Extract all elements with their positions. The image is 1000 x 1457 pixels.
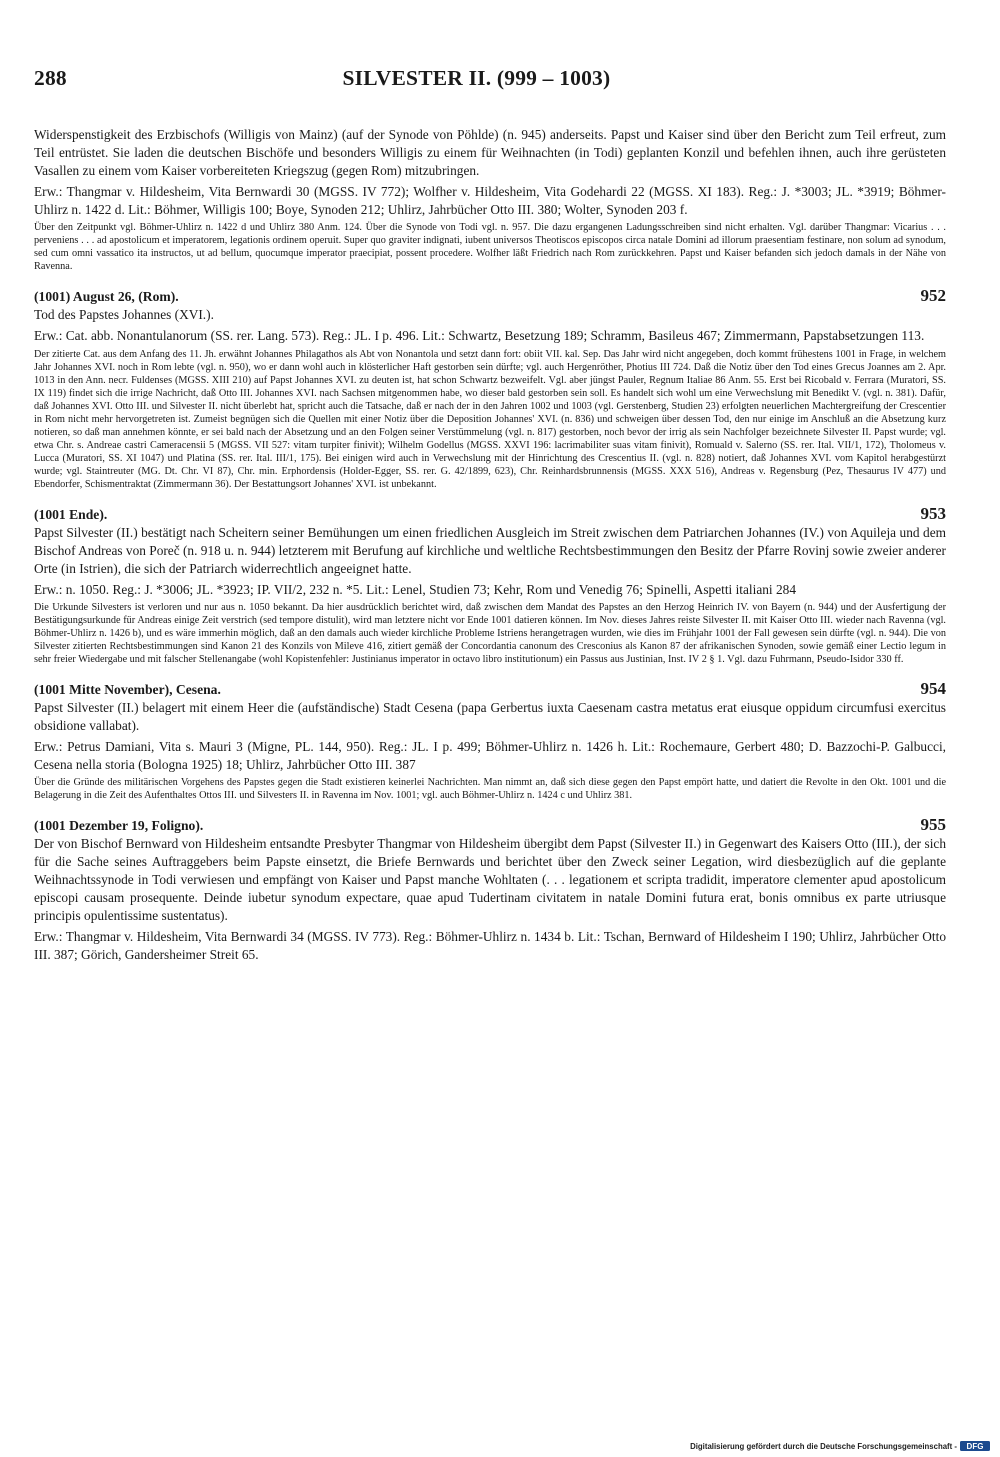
regest-entry-952 [34, 287, 946, 491]
svg-text:DFG: DFG [966, 1441, 984, 1451]
dfg-logo-graphic [960, 1441, 990, 1451]
entry-date-place: (1001 Ende). [34, 506, 108, 522]
intro-note: Über den Zeitpunkt vgl. Böhmer-Uhlirz n. 1422 d und Uhlirz 380 Anm. 124. Über die Synode von Todi vgl. n. 957. Die dazu ergangenen Ladungsschreiben sind nicht erhalten. Vgl. darüber Thangmar: Vicarius . . . perveniens . . . ad apostolicum et imperatorem, legationis ordinem operuit. Super quo graviter indignati, iubent universos Theotiscos episcopos circa natale Domini ad illorum praesentiam festinare, non solum ad synodum, sed cum omni vassatico ita instructos, ut ad bellum, quocumque imperator praecipiat, possent procedere. Wolfher läßt Friedrich nach Rom zurückkehren. Papst und Kaiser befanden sich jedoch damals in der Nähe von Ravenna. [34, 222, 946, 272]
entry-references: Erw.: Petrus Damiani, Vita s. Mauri 3 (Migne, PL. 144, 950). Reg.: JL. I p. 499; Böhmer-Uhlirz n. 1426 h. Lit.: Rochemaure, Gerbert 480; D. Bazzochi-P. Galbucci, Cesena nella storia (Bologna 1925) 18; Uhlirz, Jahrbücher Otto III. 387 [34, 739, 946, 772]
intro-references: Erw.: Thangmar v. Hildesheim, Vita Bernwardi 30 (MGSS. IV 772); Wolfher v. Hildesheim, Vita Godehardi 22 (MGSS. XI 183). Reg.: J. *3003; JL. *3919; Böhmer-Uhlirz n. 1422 d. Lit.: Böhmer, Willigis 100; Boye, Synoden 212; Uhlirz, Jahrbücher Otto III. 380; Wolter, Synoden 203 f. [34, 184, 946, 217]
dfg-logo-icon [960, 1441, 990, 1451]
entry-number: 954 [920, 679, 946, 698]
intro-continuation [34, 126, 946, 273]
entry-note: Der zitierte Cat. aus dem Anfang des 11. Jh. erwähnt Johannes Philagathos als Abt von Nonantola und setzt dann fort: obiit VII. kal. Sep. Das Jahr wird nicht angegeben, doch kommt frühestens 1001 in Frage, in welchem Jahr Johannes XVI. noch in Rom lebte (vgl. n. 950), wo er dann wohl auch in klösterlicher Haft gestorben sein dürfte; vgl. auch Hergenröther, Photius III 724. Daß die Notiz über den Tod eines Grecus Joannes am 2. Apr. 1013 in den Ann. necr. Fuldenses (MGSS. XIII 210) auf Papst Johannes XVI. zu deuten ist, hat schon Schwartz bezweifelt. Vgl. aber jüngst Pauler, Regnum Italiae 86 Anm. 55. Erst bei Ricobald v. Ferrara (Muratori, SS. IX 119) findet sich die irrige Nachricht, daß Otto III. Johannes XVI. nach Sachsen mitgenommen habe, wo dieser bald gestorben sein soll. Es handelt sich wohl um eine Verwechslung mit Benedikt V. (vgl. n. 381). Dafür, daß Johannes XVI. Otto III. und Silvester II. nicht überlebt hat, spricht auch die Tatsache, daß er nach der in den Jahren 1002 und 1003 (vgl. Gerstenberg, Studien 23) erfolgten neuerlichen Machtergreifung der Crescentier in Rom nicht mehr hervorgetreten ist. Zumeist begnügen sich die Quellen mit einer Notiz über die Deposition Johannes' XVI. (n. 836) und schweigen über dessen Tod, den nur einige im Anschluß an die Absetzung kurz notieren, so daß man annehmen könnte, er sei bald nach der Absetzung und an den Folgen seiner Verstümmelung (vgl. n. 817) gestorben, noch bevor der irrig als sein Nachfolger bezeichnete Silvester II. Papst wurde; vgl. etwa Chr. s. Andreae castri Cameracensii 5 (MGSS. VII 527: vitam turpiter finivit); Wilhelm Godellus (MGSS. XXVI 196: lacrimabiliter suas vitam finivit), Romuald v. Salerno (SS. rer. Ital. VII/1, 172), Tholomeus v. Lucca (Muratori, SS. XI 1047) und Platina (SS. rer. Ital. III/1, 175). Bei einigen wird auch in Verwechslung mit der Hinrichtung des Crescentius II. (vgl. n. 828) notiert, daß Johannes XVI. vom Kapitol herabgestürzt wurde; vgl. Staintreuter (MG. Dt. Chr. VI 87), Chr. min. Erphordensis (Holder-Egger, SS. rer. G. 42/1899, 623), Chr. Reinhardsbrunnensis (MGSS. XXX 516), Andreas v. Regensburg (Pez, Thesaurus IV 477) und Ebendorfer, Schismentraktat (Zimmermann 36). Der Bestattungsort Johannes' XVI. ist unbekannt. [34, 348, 946, 490]
entry-number: 953 [920, 503, 946, 523]
entry-number: 952 [920, 286, 946, 305]
entry-heading-row [34, 680, 946, 698]
intro-text: Widerspenstigkeit des Erzbischofs (Willigis von Mainz) (auf der Synode von Pöhlde) (n. 945) anderseits. Papst und Kaiser sind über den Bericht zum Teil erfreut, zum Teil entrüstet. Sie laden die deutschen Bischöfe und besonders Willigis zu einem für Weihnachten (in Todi) geplanten Konzil und befehlen ihnen, auch ihre gerüsteten Vasallen zu einem vom Kaiser vorbereiteten Kriegszug (gegen Rom) mitzubringen. [34, 127, 946, 178]
entry-date-place: (1001 Dezember 19, Foligno). [34, 818, 204, 833]
entry-heading-row [34, 287, 946, 305]
entry-heading-row [34, 816, 946, 834]
regest-entry-955 [34, 816, 946, 963]
regest-entry-954 [34, 680, 946, 802]
credit-text: Digitalisierung gefördert durch die Deutsche Forschungsgemeinschaft - [690, 1441, 957, 1451]
page-number: 288 [34, 66, 67, 90]
regest-entry-953 [34, 505, 946, 667]
digitization-credit [690, 1439, 990, 1453]
entry-date-place: (1001 Mitte November), Cesena. [34, 682, 221, 697]
running-head [34, 66, 946, 98]
entry-note: Über die Gründe des militärischen Vorgehens des Papstes gegen die Stadt existieren keinerlei Nachrichten. Man nimmt an, daß sich diese gegen den Papst empört hatte, und datiert die Revolte in den Okt. 1001 und die Belagerung in die Zeit des Aufenthaltes Ottos III. und Silvesters II. in Ravenna im Nov. 1001; vgl. auch Böhmer-Uhlirz n. 1424 c und Uhlirz 381. [34, 777, 946, 801]
entry-text: Papst Silvester (II.) belagert mit einem Heer die (aufständische) Stadt Cesena (papa Gerbertus iuxta Caesenam castra metatus erat eiusque oppidum circumfusi exercitus obsidione vallabat). [34, 700, 946, 733]
entry-text: Papst Silvester (II.) bestätigt nach Scheitern seiner Bemühungen um einen friedlichen Ausgleich im Streit zwischen dem Patriarchen Johannes (IV.) von Aquileja und dem Bischof Andreas von Poreč (n. 918 u. n. 944) letzterem mit Berufung auf kirchliche und weltliche Rechtsbestimmungen den Besitz der Pfarre Rovinj sowie zweier anderer Orte (in Istrien), die sich der Patriarch widerrechtlich angeeignet hatte. [34, 524, 946, 576]
entry-text: Der von Bischof Bernward von Hildesheim entsandte Presbyter Thangmar von Hildesheim übergibt dem Papst (Silvester II.) in Gegenwart des Kaisers Otto (III.), der sich für die Sache seines Auftraggebers beim Papste einsetzt, die Briefe Bernwards und berichtet über den Zweck seiner Legation, wird diesbezüglich auf die geplante Weihnachtssynode in Todi verwiesen und empfängt von Kaiser und Papst manche Wohltaten (. . . legationem et scripta tradidit, imperatore clementer apud apostolicum episcopi causam prosequente. Deinde iubetur synodum expectare, quae apud Tudertinam civitatem in natale Domini futura erat, bonis omnibus ex parte utriusque principis opulentissime sustentatus). [34, 836, 946, 923]
entry-references: Erw.: n. 1050. Reg.: J. *3006; JL. *3923; IP. VII/2, 232 n. *5. Lit.: Lenel, Studien 73; Kehr, Rom und Venedig 76; Spinelli, Aspetti italiani 284 [34, 581, 796, 597]
page-title: SILVESTER II. (999 – 1003) [342, 66, 611, 90]
entry-text: Tod des Papstes Johannes (XVI.). [34, 307, 214, 322]
entry-note: Die Urkunde Silvesters ist verloren und nur aus n. 1050 bekannt. Da hier ausdrücklich berichtet wird, daß zwischen dem Mandat des Papstes an den Herzog Heinrich IV. von Bayern (n. 944) und der Ausfertigung der Bestätigungsurkunde für Andreas einige Zeit verstrich (sed tempore distulit), wird man letztere nicht vor Ende 1001 datieren können. Im Nov. dieses Jahres reiste Silvester II. mit Kaiser Otto III. wieder nach Ravenna (vgl. Böhmer-Uhlirz n. 1426 b), und es wäre immerhin möglich, daß an den damals auch wieder kirchliche Probleme Istriens herangetragen wurden, wie dies im Frühjahr 1001 der Fall gewesen sein dürfte (vgl. n. 944). Die von Silvester zitierten Rechtsbestimmungen sind Kanon 21 des Konzils von Mileve 416, zitiert gemäß der Concordantia canonum des Cresconius als Kanon 87 der afrikanischen Synoden, sowie gemäß einer Lectio legum in sehr freier Wiedergabe und mit falscher Stellenangabe (wohl Kopistenfehler: Justinianus imperator in octavo libro institutionum) ein Passus aus Justinian, Inst. IV 2 § 1. Vgl. dazu Fuhrmann, Pseudo-Isidor 330 ff. [34, 602, 946, 665]
document-body [34, 126, 946, 963]
entry-number: 955 [920, 815, 946, 834]
entry-references: Erw.: Cat. abb. Nonantulanorum (SS. rer. Lang. 573). Reg.: JL. I p. 496. Lit.: Schwartz, Besetzung 189; Schramm, Basileus 467; Zimmermann, Papstabsetzungen 113. [34, 328, 925, 343]
entry-references: Erw.: Thangmar v. Hildesheim, Vita Bernwardi 34 (MGSS. IV 773). Reg.: Böhmer-Uhlirz n. 1434 b. Lit.: Tschan, Bernward of Hildesheim I 190; Uhlirz, Jahrbücher Otto III. 387; Görich, Gandersheimer Streit 65. [34, 929, 946, 962]
entry-heading-row [34, 505, 946, 523]
entry-date-place: (1001) August 26, (Rom). [34, 289, 179, 304]
